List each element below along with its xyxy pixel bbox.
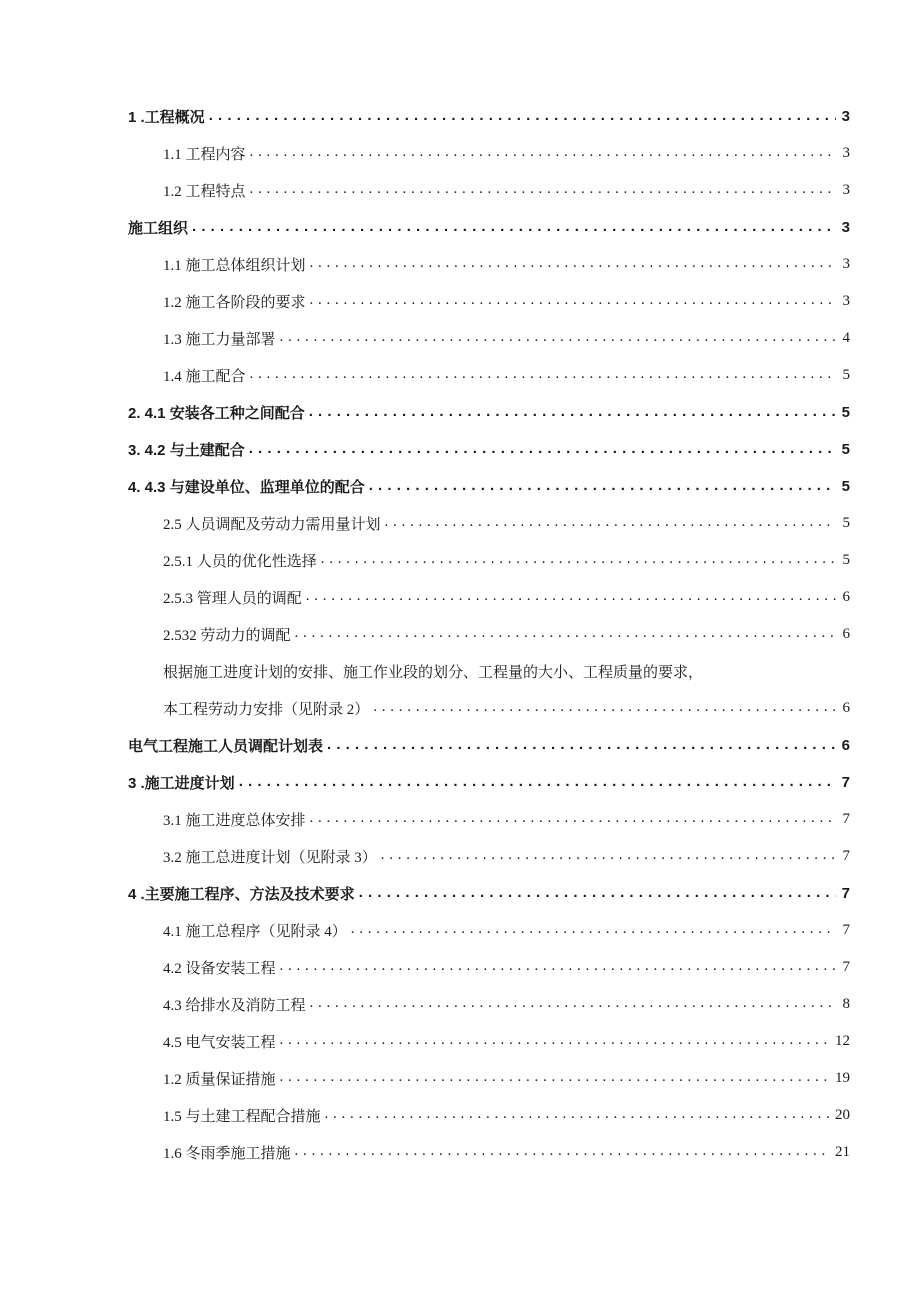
toc-chapter-entry[interactable] bbox=[128, 431, 850, 468]
toc-chapter-entry[interactable] bbox=[128, 209, 850, 246]
toc-section-entry[interactable] bbox=[128, 616, 850, 653]
toc-entry-title: 2. 4.1 安装各工种之间配合 bbox=[128, 405, 305, 422]
toc-entry-title: 4.1 施工总程序（见附录 4） bbox=[163, 924, 347, 940]
toc-chapter-entry[interactable] bbox=[128, 394, 850, 431]
toc-section-entry[interactable] bbox=[128, 135, 850, 172]
toc-section-entry[interactable] bbox=[128, 246, 850, 283]
toc-page-number: 5 bbox=[842, 515, 850, 531]
toc-chapter-entry[interactable] bbox=[128, 98, 850, 135]
toc-entry-title: 3.2 施工总进度计划（见附录 3） bbox=[163, 850, 377, 866]
toc-dot-leader bbox=[321, 552, 836, 567]
toc-page-number: 20 bbox=[835, 1107, 850, 1123]
toc-section-entry[interactable] bbox=[128, 542, 850, 579]
toc-dot-leader bbox=[310, 256, 836, 271]
toc-dot-leader bbox=[369, 478, 836, 493]
toc-dot-leader bbox=[381, 848, 836, 863]
toc-section-entry[interactable] bbox=[128, 986, 850, 1023]
toc-entry-title: 1.2 施工各阶段的要求 bbox=[163, 295, 306, 311]
toc-dot-leader bbox=[295, 626, 836, 641]
toc-dot-leader bbox=[295, 1144, 831, 1159]
toc-dot-leader bbox=[385, 515, 836, 530]
toc-page-number: 3 bbox=[842, 182, 850, 198]
toc-section-entry[interactable] bbox=[128, 949, 850, 986]
toc-page-number: 6 bbox=[842, 626, 850, 642]
toc-entry-title: 4. 4.3 与建设单位、监理单位的配合 bbox=[128, 479, 365, 496]
toc-dot-leader bbox=[280, 959, 836, 974]
toc-entry-title: 1.3 施工力量部署 bbox=[163, 332, 276, 348]
toc-dot-leader bbox=[209, 108, 836, 123]
toc-page-number: 12 bbox=[835, 1033, 850, 1049]
toc-chapter-entry[interactable] bbox=[128, 875, 850, 912]
toc-entry-title: 2.532 劳动力的调配 bbox=[163, 628, 291, 644]
toc-dot-leader bbox=[310, 996, 836, 1011]
toc-dot-leader bbox=[250, 145, 836, 160]
toc-section-entry[interactable] bbox=[128, 1060, 850, 1097]
toc-dot-leader bbox=[351, 922, 836, 937]
toc-section-entry[interactable] bbox=[128, 1134, 850, 1171]
toc-entry-title: 本工程劳动力安排（见附录 2） bbox=[163, 702, 370, 718]
toc-dot-leader bbox=[280, 1033, 831, 1048]
toc-page-number: 3 bbox=[841, 108, 850, 125]
toc-dot-leader bbox=[250, 367, 836, 382]
toc-page-number: 7 bbox=[842, 848, 850, 864]
toc-section-entry[interactable] bbox=[128, 505, 850, 542]
toc-text: 根据施工进度计划的安排、施工作业段的划分、工程量的大小、工程质量的要求， bbox=[163, 665, 704, 681]
toc-section-entry[interactable] bbox=[128, 283, 850, 320]
toc-chapter-entry[interactable] bbox=[128, 727, 850, 764]
toc-chapter-entry[interactable] bbox=[128, 764, 850, 801]
toc-entry-title: 1 .工程概况 bbox=[128, 109, 205, 126]
toc-section-entry[interactable] bbox=[128, 801, 850, 838]
toc-entry-title: 3.1 施工进度总体安排 bbox=[163, 813, 306, 829]
toc-page-number: 3 bbox=[841, 219, 850, 236]
toc-page-number: 7 bbox=[841, 885, 850, 902]
toc-page-number: 21 bbox=[835, 1144, 850, 1160]
toc-section-entry[interactable] bbox=[128, 690, 850, 727]
toc-chapter-entry[interactable] bbox=[128, 468, 850, 505]
toc-dot-leader bbox=[239, 774, 836, 789]
toc-dot-leader bbox=[280, 330, 836, 345]
toc-section-entry[interactable] bbox=[128, 838, 850, 875]
toc-entry-title: 施工组织 bbox=[128, 220, 189, 237]
toc-entry-title: 1.4 施工配合 bbox=[163, 369, 246, 385]
toc-entry-title: 2.5.1 人员的优化性选择 bbox=[163, 554, 317, 570]
toc-page-number: 3 bbox=[842, 256, 850, 272]
toc-entry-title: 电气工程施工人员调配计划表 bbox=[128, 738, 324, 755]
toc-page-number: 4 bbox=[842, 330, 850, 346]
toc-entry-title: 3 .施工进度计划 bbox=[128, 775, 235, 792]
toc-entry-title: 3. 4.2 与土建配合 bbox=[128, 442, 245, 459]
toc-dot-leader bbox=[280, 1070, 831, 1085]
toc-page-number: 6 bbox=[841, 737, 850, 754]
toc-page-number: 5 bbox=[841, 441, 850, 458]
toc-page-number: 5 bbox=[841, 478, 850, 495]
toc-section-entry[interactable] bbox=[128, 172, 850, 209]
toc-page-number: 7 bbox=[842, 922, 850, 938]
toc-section-entry[interactable] bbox=[128, 320, 850, 357]
table-of-contents bbox=[128, 98, 850, 1171]
toc-dot-leader bbox=[310, 811, 836, 826]
toc-section-entry[interactable] bbox=[128, 1097, 850, 1134]
toc-dot-leader bbox=[327, 737, 836, 752]
toc-entry-title: 2.5.3 管理人员的调配 bbox=[163, 591, 302, 607]
toc-page-number: 6 bbox=[842, 589, 850, 605]
toc-dot-leader bbox=[310, 293, 836, 308]
toc-entry-title: 1.2 工程特点 bbox=[163, 184, 246, 200]
toc-entry-title: 1.1 工程内容 bbox=[163, 147, 246, 163]
toc-page-number: 5 bbox=[842, 367, 850, 383]
toc-entry-title: 4.5 电气安装工程 bbox=[163, 1035, 276, 1051]
toc-section-entry[interactable] bbox=[128, 357, 850, 394]
toc-entry-title: 4.3 给排水及消防工程 bbox=[163, 998, 306, 1014]
toc-entry-title: 1.1 施工总体组织计划 bbox=[163, 258, 306, 274]
toc-page-number: 7 bbox=[842, 811, 850, 827]
toc-section-entry[interactable] bbox=[128, 579, 850, 616]
toc-page-number: 7 bbox=[842, 959, 850, 975]
toc-dot-leader bbox=[306, 589, 836, 604]
toc-dot-leader bbox=[359, 885, 836, 900]
toc-section-entry[interactable] bbox=[128, 1023, 850, 1060]
toc-entry-title: 4 .主要施工程序、方法及技术要求 bbox=[128, 886, 355, 903]
toc-page-number: 19 bbox=[835, 1070, 850, 1086]
toc-entry-title: 1.6 冬雨季施工措施 bbox=[163, 1146, 291, 1162]
toc-entry-title: 4.2 设备安装工程 bbox=[163, 961, 276, 977]
toc-entry-title: 1.2 质量保证措施 bbox=[163, 1072, 276, 1088]
toc-text-line bbox=[128, 653, 850, 690]
toc-page-number: 3 bbox=[842, 145, 850, 161]
toc-dot-leader bbox=[373, 700, 836, 715]
toc-page-number: 8 bbox=[842, 996, 850, 1012]
toc-section-entry[interactable] bbox=[128, 912, 850, 949]
toc-entry-title: 2.5 人员调配及劳动力需用量计划 bbox=[163, 517, 381, 533]
toc-dot-leader bbox=[249, 441, 836, 456]
toc-page-number: 5 bbox=[842, 552, 850, 568]
toc-dot-leader bbox=[250, 182, 836, 197]
toc-page-number: 3 bbox=[842, 293, 850, 309]
toc-dot-leader bbox=[309, 404, 836, 419]
toc-dot-leader bbox=[325, 1107, 831, 1122]
toc-page-number: 7 bbox=[841, 774, 850, 791]
toc-dot-leader bbox=[192, 219, 836, 234]
toc-page-number: 5 bbox=[841, 404, 850, 421]
toc-page-number: 6 bbox=[842, 700, 850, 716]
toc-entry-title: 1.5 与土建工程配合措施 bbox=[163, 1109, 321, 1125]
